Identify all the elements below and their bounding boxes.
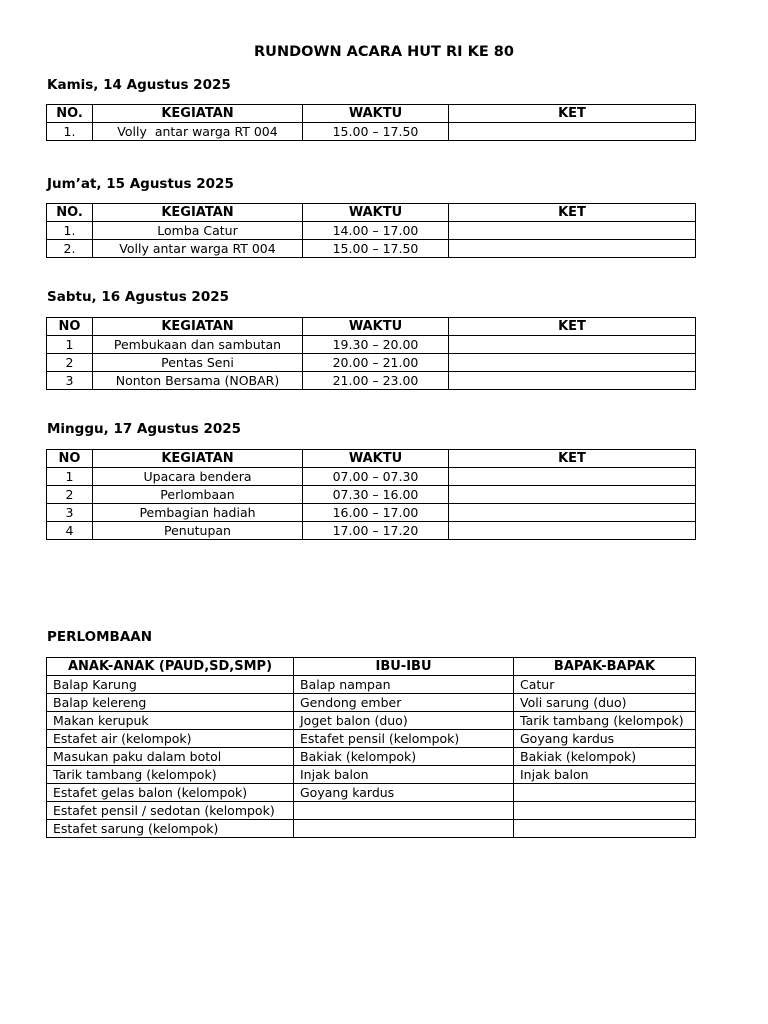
table-row bbox=[47, 802, 696, 820]
table-header-row bbox=[47, 658, 696, 676]
cell-ibu: Goyang kardus bbox=[294, 784, 514, 802]
cell-waktu: 15.00 – 17.50 bbox=[303, 123, 449, 141]
header-waktu: WAKTU bbox=[303, 318, 449, 336]
table-row bbox=[47, 712, 696, 730]
schedule-table bbox=[46, 203, 696, 258]
header-waktu: WAKTU bbox=[303, 105, 449, 123]
cell-bapak: Tarik tambang (kelompok) bbox=[514, 712, 696, 730]
cell-ket bbox=[449, 222, 696, 240]
cell-ibu bbox=[294, 802, 514, 820]
cell-kegiatan: Pembagian hadiah bbox=[93, 504, 303, 522]
header-ibu-ibu: IBU-IBU bbox=[294, 658, 514, 676]
cell-kegiatan: Perlombaan bbox=[93, 486, 303, 504]
cell-no: 4 bbox=[47, 522, 93, 540]
header-kegiatan: KEGIATAN bbox=[93, 204, 303, 222]
cell-bapak bbox=[514, 802, 696, 820]
section-heading-perlombaan: PERLOMBAAN bbox=[47, 629, 153, 645]
header-kegiatan: KEGIATAN bbox=[93, 318, 303, 336]
table-row bbox=[47, 748, 696, 766]
table-row bbox=[47, 784, 696, 802]
cell-ket bbox=[449, 486, 696, 504]
cell-waktu: 16.00 – 17.00 bbox=[303, 504, 449, 522]
schedule-table bbox=[46, 317, 696, 390]
cell-ibu: Gendong ember bbox=[294, 694, 514, 712]
table-row bbox=[47, 336, 696, 354]
day-heading: Jum’at, 15 Agustus 2025 bbox=[47, 176, 234, 192]
table-row bbox=[47, 522, 696, 540]
table-row bbox=[47, 730, 696, 748]
cell-no: 1 bbox=[47, 336, 93, 354]
schedule-table bbox=[46, 449, 696, 540]
cell-ket bbox=[449, 468, 696, 486]
cell-anak: Estafet sarung (kelompok) bbox=[47, 820, 294, 838]
cell-waktu: 07.00 – 07.30 bbox=[303, 468, 449, 486]
cell-no: 3 bbox=[47, 372, 93, 390]
cell-bapak: Catur bbox=[514, 676, 696, 694]
cell-ket bbox=[449, 123, 696, 141]
table-row bbox=[47, 240, 696, 258]
header-ket: KET bbox=[449, 450, 696, 468]
cell-ket bbox=[449, 336, 696, 354]
cell-kegiatan: Lomba Catur bbox=[93, 222, 303, 240]
table-row bbox=[47, 354, 696, 372]
table-row bbox=[47, 766, 696, 784]
header-ket: KET bbox=[449, 204, 696, 222]
cell-waktu: 20.00 – 21.00 bbox=[303, 354, 449, 372]
cell-kegiatan: Upacara bendera bbox=[93, 468, 303, 486]
cell-no: 2. bbox=[47, 240, 93, 258]
cell-bapak: Injak balon bbox=[514, 766, 696, 784]
table-row bbox=[47, 222, 696, 240]
header-anak-anak: ANAK-ANAK (PAUD,SD,SMP) bbox=[47, 658, 294, 676]
table-header-row bbox=[47, 450, 696, 468]
cell-bapak bbox=[514, 784, 696, 802]
cell-bapak bbox=[514, 820, 696, 838]
cell-no: 3 bbox=[47, 504, 93, 522]
document-title: RUNDOWN ACARA HUT RI KE 80 bbox=[254, 44, 514, 60]
cell-ket bbox=[449, 372, 696, 390]
cell-bapak: Goyang kardus bbox=[514, 730, 696, 748]
header-no: NO. bbox=[47, 204, 93, 222]
cell-ibu: Balap nampan bbox=[294, 676, 514, 694]
cell-ket bbox=[449, 504, 696, 522]
header-kegiatan: KEGIATAN bbox=[93, 105, 303, 123]
cell-waktu: 19.30 – 20.00 bbox=[303, 336, 449, 354]
cell-waktu: 17.00 – 17.20 bbox=[303, 522, 449, 540]
table-row bbox=[47, 676, 696, 694]
cell-no: 2 bbox=[47, 354, 93, 372]
table-row bbox=[47, 372, 696, 390]
perlombaan-table bbox=[46, 657, 696, 838]
cell-waktu: 21.00 – 23.00 bbox=[303, 372, 449, 390]
cell-bapak: Bakiak (kelompok) bbox=[514, 748, 696, 766]
table-header-row bbox=[47, 318, 696, 336]
table-row bbox=[47, 468, 696, 486]
cell-ket bbox=[449, 354, 696, 372]
header-no: NO bbox=[47, 450, 93, 468]
schedule-table bbox=[46, 104, 696, 141]
header-no: NO. bbox=[47, 105, 93, 123]
cell-anak: Makan kerupuk bbox=[47, 712, 294, 730]
cell-bapak: Voli sarung (duo) bbox=[514, 694, 696, 712]
header-no: NO bbox=[47, 318, 93, 336]
table-header-row bbox=[47, 204, 696, 222]
cell-kegiatan: Pentas Seni bbox=[93, 354, 303, 372]
day-heading: Minggu, 17 Agustus 2025 bbox=[47, 421, 242, 437]
cell-no: 1. bbox=[47, 222, 93, 240]
cell-kegiatan: Penutupan bbox=[93, 522, 303, 540]
cell-no: 1. bbox=[47, 123, 93, 141]
cell-ibu: Injak balon bbox=[294, 766, 514, 784]
cell-no: 1 bbox=[47, 468, 93, 486]
cell-kegiatan: Nonton Bersama (NOBAR) bbox=[93, 372, 303, 390]
cell-ibu: Joget balon (duo) bbox=[294, 712, 514, 730]
table-header-row bbox=[47, 105, 696, 123]
cell-waktu: 15.00 – 17.50 bbox=[303, 240, 449, 258]
cell-anak: Masukan paku dalam botol bbox=[47, 748, 294, 766]
cell-anak: Tarik tambang (kelompok) bbox=[47, 766, 294, 784]
cell-ket bbox=[449, 240, 696, 258]
cell-kegiatan: Volly antar warga RT 004 bbox=[93, 240, 303, 258]
cell-ibu: Bakiak (kelompok) bbox=[294, 748, 514, 766]
cell-anak: Balap Karung bbox=[47, 676, 294, 694]
table-row bbox=[47, 486, 696, 504]
cell-waktu: 14.00 – 17.00 bbox=[303, 222, 449, 240]
table-row bbox=[47, 694, 696, 712]
header-waktu: WAKTU bbox=[303, 450, 449, 468]
header-bapak-bapak: BAPAK-BAPAK bbox=[514, 658, 696, 676]
table-row bbox=[47, 123, 696, 141]
cell-anak: Balap kelereng bbox=[47, 694, 294, 712]
cell-no: 2 bbox=[47, 486, 93, 504]
cell-anak: Estafet gelas balon (kelompok) bbox=[47, 784, 294, 802]
cell-ibu bbox=[294, 820, 514, 838]
cell-waktu: 07.30 – 16.00 bbox=[303, 486, 449, 504]
cell-anak: Estafet pensil / sedotan (kelompok) bbox=[47, 802, 294, 820]
cell-anak: Estafet air (kelompok) bbox=[47, 730, 294, 748]
table-row bbox=[47, 504, 696, 522]
header-waktu: WAKTU bbox=[303, 204, 449, 222]
cell-kegiatan: Volly antar warga RT 004 bbox=[93, 123, 303, 141]
header-ket: KET bbox=[449, 318, 696, 336]
header-ket: KET bbox=[449, 105, 696, 123]
cell-kegiatan: Pembukaan dan sambutan bbox=[93, 336, 303, 354]
day-heading: Kamis, 14 Agustus 2025 bbox=[47, 77, 231, 93]
day-heading: Sabtu, 16 Agustus 2025 bbox=[47, 289, 230, 305]
header-kegiatan: KEGIATAN bbox=[93, 450, 303, 468]
cell-ket bbox=[449, 522, 696, 540]
table-row bbox=[47, 820, 696, 838]
cell-ibu: Estafet pensil (kelompok) bbox=[294, 730, 514, 748]
